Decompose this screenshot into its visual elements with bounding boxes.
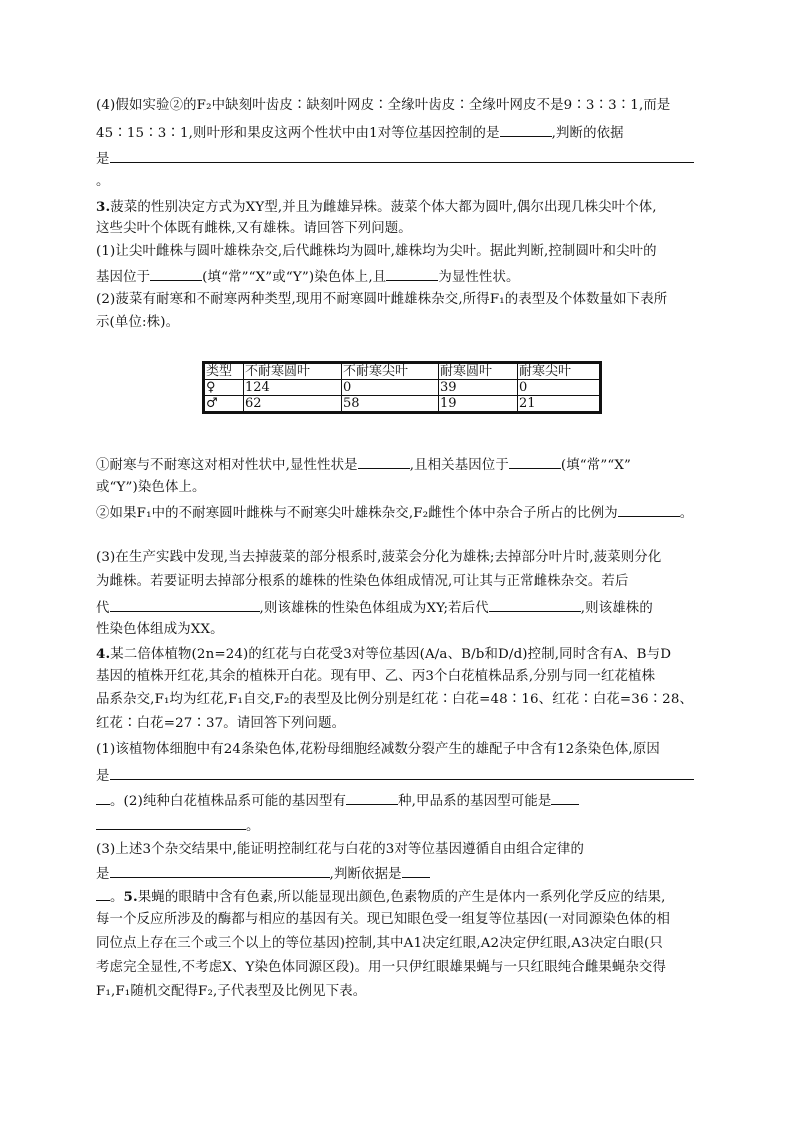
q3-p3-line1: (3)在生产实践中发现,当去掉菠菜的部分根系时,菠菜会分化为雄株;去掉部分叶片时,菠菜则分化 [96,550,662,565]
q3-p2-line2: 示(单位:株)。 [96,315,180,330]
q3-p3-line2: 为雌株。若要证明去掉部分根系的雄株的性染色体组成情况,可让其与正常雌株杂交。若后 [96,574,629,589]
table-row [204,380,601,396]
q3-p3-line3: 代 ,则该雄株的性染色体组成为XY;若后代 ,则该雄株的 [96,597,653,619]
q3-p1-line2: 基因位于 (填“常”“X”或“Y”)染色体上,且 为显性性状。 [96,266,520,288]
answer-blank[interactable] [110,863,330,878]
q3-sub2: ②如果F₁中的不耐寒圆叶雌株与不耐寒尖叶雄株杂交,F₂雌性个体中杂合子所占的比例为 。 [96,502,693,524]
q3-p2-line1: (2)菠菜有耐寒和不耐寒两种类型,现用不耐寒圆叶雌雄株杂交,所得F₁的表型及个体数量如下表所 [96,292,668,307]
q4-p3-line2: 是 ,判断依据是 [96,863,430,885]
q4-p1-line2: 是 [96,765,694,787]
table-cell: ♀ [204,380,244,396]
table-cell: 58 [342,396,439,413]
table-cell: 19 [439,396,518,413]
q5-line3: 同位点上存在三个或三个以上的等位基因)控制,其中A1决定红眼,A2决定伊红眼,A3决定白眼(只 [96,936,663,951]
answer-blank[interactable] [346,790,398,805]
q3-intro-line1: 3.菠菜的性别决定方式为XY型,并且为雌雄异株。菠菜个体大都为圆叶,偶尔出现几株尖叶个体, [96,199,657,215]
table-cell: 62 [244,396,342,413]
q3-sub1-line1: ①耐寒与不耐寒这对相对性状中,显性性状是 ,且相关基因位于 (填“常”“X” [96,454,631,476]
table-header-cell: 不耐寒圆叶 [244,363,342,380]
q3-sub1-line2: 或“Y”)染色体上。 [96,480,206,495]
question-number: 5. [123,889,138,905]
table-cell: 39 [439,380,518,396]
table-cell: ♂ [204,396,244,413]
q4-p1-line3: 。(2)纯种白花植株品系可能的基因型有 种,甲品系的基因型可能是 [96,790,579,812]
answer-blank[interactable] [500,122,552,137]
q4-intro-line4: 红花∶白花=27∶37。请回答下列问题。 [96,716,346,731]
table-header-cell: 耐寒圆叶 [439,363,518,380]
answer-blank[interactable] [551,790,579,805]
f1-phenotype-table [202,361,602,414]
q4-p1-line1: (1)该植物体细胞中有24条染色体,花粉母细胞经减数分裂产生的雄配子中含有12条染色体,原因 [96,742,660,757]
table-header-cell: 耐寒尖叶 [518,363,601,380]
answer-blank[interactable] [110,765,694,780]
table-header-row [204,363,601,380]
q5-line5: F₁,F₁随机交配得F₂,子代表型及比例见下表。 [96,984,367,999]
answer-blank[interactable] [96,815,246,830]
q2-4-line1: (4)假如实验②的F₂中缺刻叶齿皮∶缺刻叶网皮∶全缘叶齿皮∶全缘叶网皮不是9∶3∶3∶1,而是 [96,98,671,113]
table-cell: 124 [244,380,342,396]
answer-blank[interactable] [386,266,438,281]
q2-4-line2: 45∶15∶3∶1,则叶形和果皮这两个性状中由1对等位基因控制的是 ,判断的依据 [96,122,624,144]
q4-intro-line1: 4.某二倍体植物(2n=24)的红花与白花受3对等位基因(A/a、B/b和D/d)控制,同时含有A、B与D [96,646,672,662]
answer-blank[interactable] [110,597,260,612]
q4-p3-line1: (3)上述3个杂交结果中,能证明控制红花与白花的3对等位基因遵循自由组合定律的 [96,842,585,857]
answer-blank[interactable] [489,597,581,612]
answer-blank[interactable] [618,502,680,517]
table-row [204,396,601,413]
q3-p1-line1: (1)让尖叶雌株与圆叶雄株杂交,后代雌株均为圆叶,雄株均为尖叶。据此判断,控制圆叶和尖叶的 [96,244,657,259]
table-cell: 0 [342,380,439,396]
answer-blank[interactable] [96,886,110,901]
question-number: 4. [96,646,111,662]
table-cell: 21 [518,396,601,413]
answer-blank[interactable] [150,266,202,281]
q3-p3-line4: 性染色体组成为XX。 [96,622,224,637]
q4-p1-line4: 。 [96,815,260,837]
q5-line4: 考虑完全显性,不考虑X、Y染色体同源区段)。用一只伊红眼雄果蝇与一只红眼纯合雌果蝇杂交得 [96,960,667,975]
table-cell: 0 [518,380,601,396]
answer-blank[interactable] [402,863,430,878]
q3-intro-line2: 这些尖叶个体既有雌株,又有雄株。请回答下列问题。 [96,221,412,236]
q4-intro-line2: 基因的植株开红花,其余的植株开白花。现有甲、乙、丙3个白花植株品系,分别与同一红花植株 [96,669,656,684]
q4-intro-line3: 品系杂交,F₁均为红花,F₁自交,F₂的表型及比例分别是红花∶白花=48∶16、红花∶白花=36∶28、 [96,692,694,707]
question-number: 3. [96,199,111,215]
q2-4-line4: 。 [96,174,110,189]
table-header-cell: 不耐寒尖叶 [342,363,439,380]
q5-line1: 。5.果蝇的眼睛中含有色素,所以能显现出颜色,色素物质的产生是体内一系列化学反应的结果, [96,886,666,908]
q5-line2: 每一个反应所涉及的酶都与相应的基因有关。现已知眼色受一组复等位基因(一对同源染色体的相 [96,912,671,927]
answer-blank[interactable] [509,454,561,469]
answer-blank[interactable] [358,454,410,469]
q2-4-line3: 是 [96,148,694,170]
answer-blank[interactable] [110,148,694,163]
table-header-cell: 类型 [204,363,244,380]
answer-blank[interactable] [96,790,110,805]
